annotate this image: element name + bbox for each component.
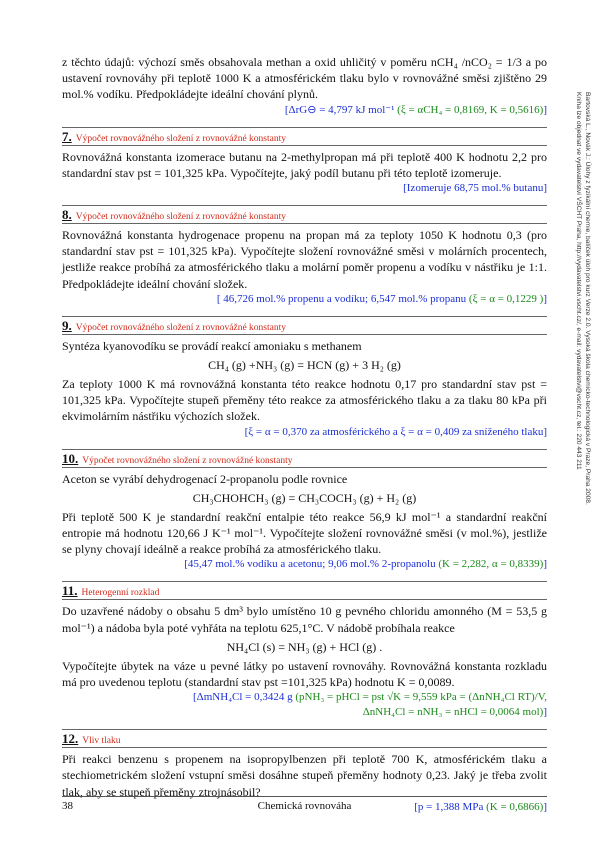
intro-text: z těchto údajů: výchozí směs obsahovala methan a oxid uhličitý v poměru nCH₄ /nCO₂ = 1/3 a po ustavení rovnováhy při teplotě 1000 K a atmosférickém tlaku bylo v rovnovážné směsi zjištěno 29 mol.% vodíku. Předpokládejte ideální chování plynů.: [62, 55, 547, 102]
problem-text: Rovnovážná konstanta hydrogenace propenu na propan má za teploty 1050 K hodnotu 0,3 (pro standardní stav pst = 101,325 kPa). Vypočítejte složení rovnovážné směsi v molárních procentech, jestliže reakce probíhá za atmosférického tlaku a molární poměr propenu a vodíku v nástřiku je 1:1. Předpokládejte ideální chování složek.: [62, 228, 547, 291]
problem-number: 8.: [62, 207, 72, 223]
problem-10: [62, 471, 547, 573]
problem-9: [62, 338, 547, 440]
answer-end: ]: [543, 706, 547, 719]
problem-title: Heterogenní rozklad: [81, 588, 160, 599]
side-note-line-2: Kniha lze objednat ve vydavatelství VŠCHT Praha, http://vydavatelstvi.vscht.cz/, e-mail: vydavatelstvi@vscht.cz, tel.: 220 443 211: [575, 92, 582, 470]
problem-text-continued: Při teplotě 500 K je standardní reakční entalpie této reakce 56,9 kJ mol⁻¹ a standardní reakční entropie má hodnotu 120,66 J K⁻¹ mol⁻¹. Vypočítejte složení rovnovážné směsi (v mol.%), jestliže se plyny chovají ideálně a reakce probíhá za atmosférického tlaku.: [62, 509, 547, 557]
answer-main: [p = 1,388 MPa: [414, 800, 487, 813]
reaction-equation: CH₄ (g) +NH₃ (g) = HCN (g) + 3 H₂ (g): [208, 358, 401, 373]
answer-detail: (ξ = α = 0,1229 ): [468, 292, 544, 305]
problem-title: Výpočet rovnovážného složení z rovnovážné konstanty: [75, 322, 287, 333]
answer-main: [45,47 mol.% vodíku a acetonu; 9,06 mol.% 2-propanolu: [184, 558, 439, 571]
intro-section: [62, 54, 547, 118]
problem-10-header: [62, 449, 547, 468]
answer-end: ]: [543, 292, 547, 305]
problem-title: Výpočet rovnovážného složení z rovnovážné konstanty: [82, 455, 293, 466]
answer-detail-2: ΔnNH₄Cl = nNH₃ = nHCl = 0,0064 mol): [362, 706, 544, 719]
problem-11: [62, 603, 547, 720]
problem-number: 11.: [62, 583, 78, 599]
page-number: 38: [62, 800, 73, 812]
problem-text-continued: Vypočítejte úbytek na váze u pevné látky po ustavení rovnováhy. Rovnovážná konstanta rozkladu má pro uvedenou teplotu (standardní stav pst =101,325 kPa) hodnotu K = 0,0089.: [62, 658, 547, 690]
problem-number: 9.: [62, 317, 72, 333]
problem-answer-line-2: [62, 705, 547, 720]
answer-end: ]: [543, 558, 547, 571]
answer-main: [ΔmNH₄Cl = 0,3424 g: [193, 691, 296, 704]
problem-9-header: [62, 316, 547, 335]
problem-text: Při reakci benzenu s propenem na isopropylbenzen při teplotě 700 K, atmosférickém tlaku a stechiometrickém složení vstupní směsi dosáhne stupeň přeměny hodnoty 0,23. Jaký je třeba zvolit tlak, aby se stupeň přeměny ztrojnásobil?: [62, 752, 547, 799]
problem-8-header: [62, 205, 547, 224]
problem-answer: [62, 557, 547, 572]
answer-main: [Izomeruje 68,75 mol.% butanu]: [403, 182, 547, 195]
answer-main: [ξ = α = 0,370 za atmosférického a ξ = α = 0,409 za sníženého tlaku]: [244, 425, 547, 438]
answer-end: ]: [543, 103, 547, 116]
problem-text: Do uzavřené nádoby o obsahu 5 dm³ bylo umístěno 10 g pevného chloridu amonného (M = 53,5 g mol⁻¹) a nádoba byla poté vyhřáta na teplotu 625,1°C. V nádobě probíhala reakce: [62, 604, 547, 635]
problem-title: Výpočet rovnovážného složení z rovnovážné konstanty: [75, 133, 287, 144]
problem-12-header: [62, 729, 547, 748]
answer-detail: (pNH₃ = pHCl = pst √K = 9,559 kPa = (ΔnNH₄Cl RT)/V,: [295, 691, 547, 704]
problem-answer: [62, 181, 547, 196]
problem-text: Aceton se vyrábí dehydrogenací 2-propanolu podle rovnice: [62, 471, 348, 486]
side-note-line-1: Bartovská L., Novák J.: Úlohy z fyzikální chemie, balíček úloh pro kurz Verze 2.0. Vysoká škola chemicko-technologická v Praze, Praha 2008.: [584, 92, 591, 505]
answer-detail: (K = 0,6866): [486, 800, 544, 813]
problem-answer: [62, 425, 547, 440]
problem-number: 12.: [62, 731, 79, 747]
chapter-title: Chemická rovnováha: [257, 800, 352, 812]
answer-detail: (K = 2,282, α = 0,8339): [438, 558, 544, 571]
problem-7: [62, 149, 547, 196]
problem-title: Výpočet rovnovážného složení z rovnovážné konstanty: [75, 212, 287, 223]
problem-answer: [62, 292, 547, 307]
answer-main: [ΔrG⊖ = 4,797 kJ mol⁻¹: [284, 103, 398, 116]
page-content: [62, 54, 547, 815]
intro-answer: [62, 103, 547, 118]
problem-answer: [62, 690, 547, 705]
problem-text: Rovnovážná konstanta izomerace butanu na 2-methylpropan má při teplotě 400 K hodnotu 2,2 pro standardní stav pst = 101,325 kPa. Vypočítejte, jaký podíl butanu při této teplotě izomeruje.: [62, 149, 547, 180]
problem-11-header: [62, 581, 547, 600]
side-note: [564, 92, 592, 752]
answer-detail: (ξ = αCH₄ = 0,8169, K = 0,5616): [397, 103, 544, 116]
answer-main: [ 46,726 mol.% propenu a vodíku; 6,547 mol.% propanu: [216, 292, 469, 305]
problem-title: Vliv tlaku: [82, 736, 121, 747]
problem-7-header: [62, 127, 547, 146]
answer-end: ]: [543, 800, 547, 813]
reaction-equation: CH₃CHOHCH₃ (g) = CH₃COCH₃ (g) + H₂ (g): [192, 490, 417, 505]
problem-number: 10.: [62, 450, 79, 466]
reaction-equation: NH₄Cl (s) = NH₃ (g) + HCl (g) .: [226, 639, 383, 654]
problem-8: [62, 227, 547, 307]
problem-text-continued: Za teploty 1000 K má rovnovážná konstanta této reakce hodnotu 0,17 pro standardní stav pst = 101,325 kPa. Vypočítejte stupeň přeměny této reakce za atmosférického tlaku a za tlaku 80 kPa při ekvimolárním nástřiku výchozích složek.: [62, 377, 547, 424]
problem-number: 7.: [62, 128, 72, 144]
problem-text: Syntéza kyanovodíku se provádí reakcí amoniaku s methanem: [62, 338, 362, 353]
